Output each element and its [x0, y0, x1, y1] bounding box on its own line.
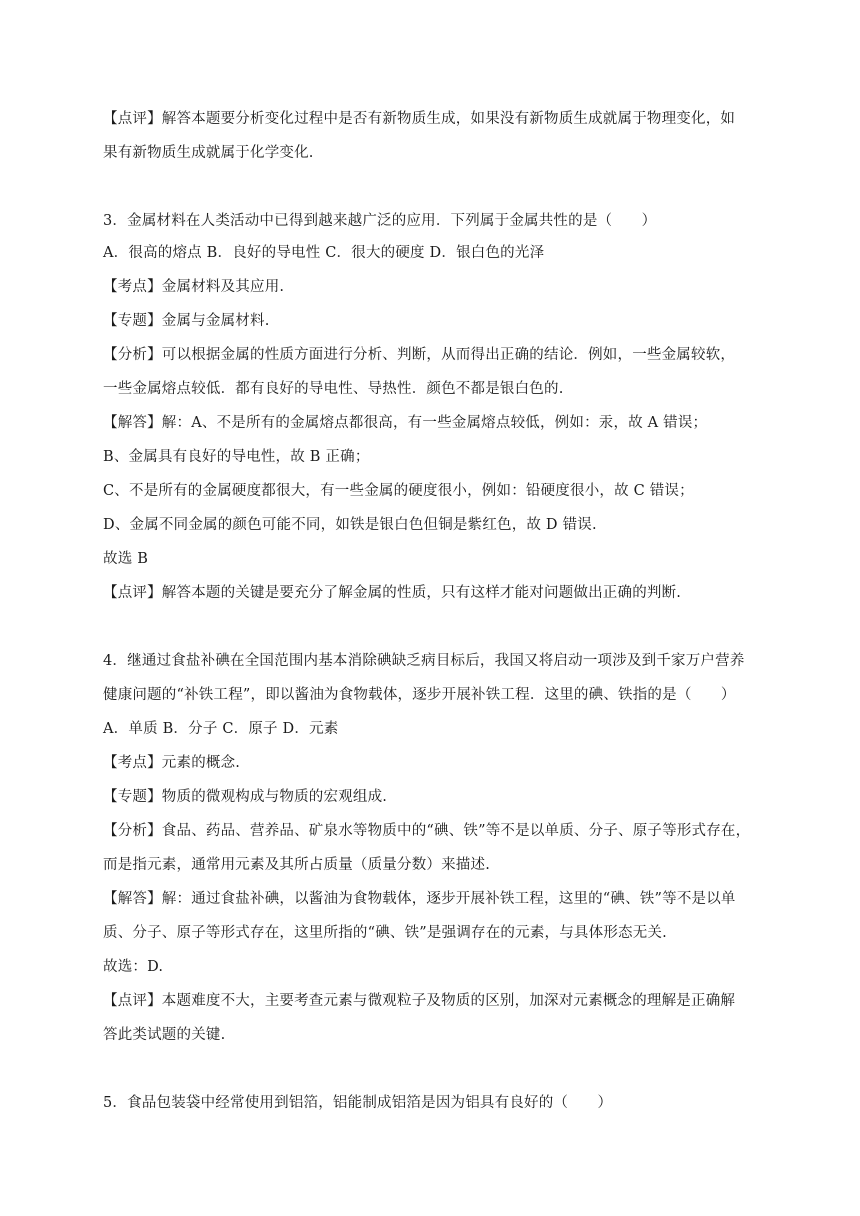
text-line: 【解答】解：通过食盐补碘，以酱油为食物载体，逐步开展补铁工程，这里的“碘、铁”等不是以单 [103, 891, 736, 907]
text-line: D、金属不同金属的颜色可能不同，如铁是银白色但铜是紫红色，故 D 错误. [103, 517, 597, 533]
text-line: 【点评】本题难度不大，主要考查元素与微观粒子及物质的区别，加深对元素概念的理解是正确解 [103, 993, 736, 1009]
text-line: B、金属具有良好的导电性，故 B 正确； [103, 449, 370, 465]
question-4-stem: 4．继通过食盐补碘在全国范围内基本消除碘缺乏病目标后，我国又将启动一项涉及到千家万户营养 [103, 653, 745, 669]
text-line: 【点评】解答本题的关键是要充分了解金属的性质，只有这样才能对问题做出正确的判断. [103, 585, 682, 601]
text-line: 【解答】解：A、不是所有的金属熔点都很高，有一些金属熔点较低，例如：汞，故 A 错误； [103, 415, 708, 431]
text-line: 【分析】食品、药品、营养品、矿泉水等物质中的“碘、铁”等不是以单质、分子、原子等形式存在， [103, 823, 751, 839]
question-5-stem: 5．食品包装袋中经常使用到铝箔，铝能制成铝箔是因为铝具有良好的（ ） [103, 1095, 613, 1111]
text-line: C、不是所有的金属硬度都很大，有一些金属的硬度很小，例如：铅硬度很小，故 C 错误； [103, 483, 694, 499]
text-line: 一些金属熔点较低．都有良好的导电性、导热性．颜色不都是银白色的. [103, 381, 564, 397]
text-line: 果有新物质生成就属于化学变化. [103, 145, 314, 161]
text-line: 而是指元素，通常用元素及其所占质量（质量分数）来描述. [103, 857, 491, 873]
text-line: 故选：D. [103, 959, 164, 975]
question-4-stem: 健康问题的“补铁工程”，即以酱油为食物载体，逐步开展补铁工程．这里的碘、铁指的是（ ） [103, 687, 736, 703]
question-4-options: A．单质 B．分子 C．原子 D．元素 [103, 721, 339, 737]
text-line: 【点评】解答本题要分析变化过程中是否有新物质生成，如果没有新物质生成就属于物理变化，如 [103, 111, 736, 127]
text-line: 【考点】元素的概念. [103, 755, 241, 771]
text-line: 故选 B [103, 551, 149, 567]
text-line: 【专题】金属与金属材料. [103, 313, 270, 329]
text-line: 答此类试题的关键. [103, 1027, 226, 1043]
text-line: 【分析】可以根据金属的性质方面进行分析、判断，从而得出正确的结论．例如，一些金属较软， [103, 347, 736, 363]
text-line: 质、分子、原子等形式存在，这里所指的“碘、铁”是强调存在的元素，与具体形态无关. [103, 925, 667, 941]
question-3-stem: 3．金属材料在人类活动中已得到越来越广泛的应用．下列属于金属共性的是（ ） [103, 213, 657, 229]
text-line: 【考点】金属材料及其应用. [103, 279, 285, 295]
text-line: 【专题】物质的微观构成与物质的宏观组成. [103, 789, 388, 805]
question-3-options: A．很高的熔点 B．良好的导电性 C．很大的硬度 D．银白色的光泽 [103, 245, 545, 261]
